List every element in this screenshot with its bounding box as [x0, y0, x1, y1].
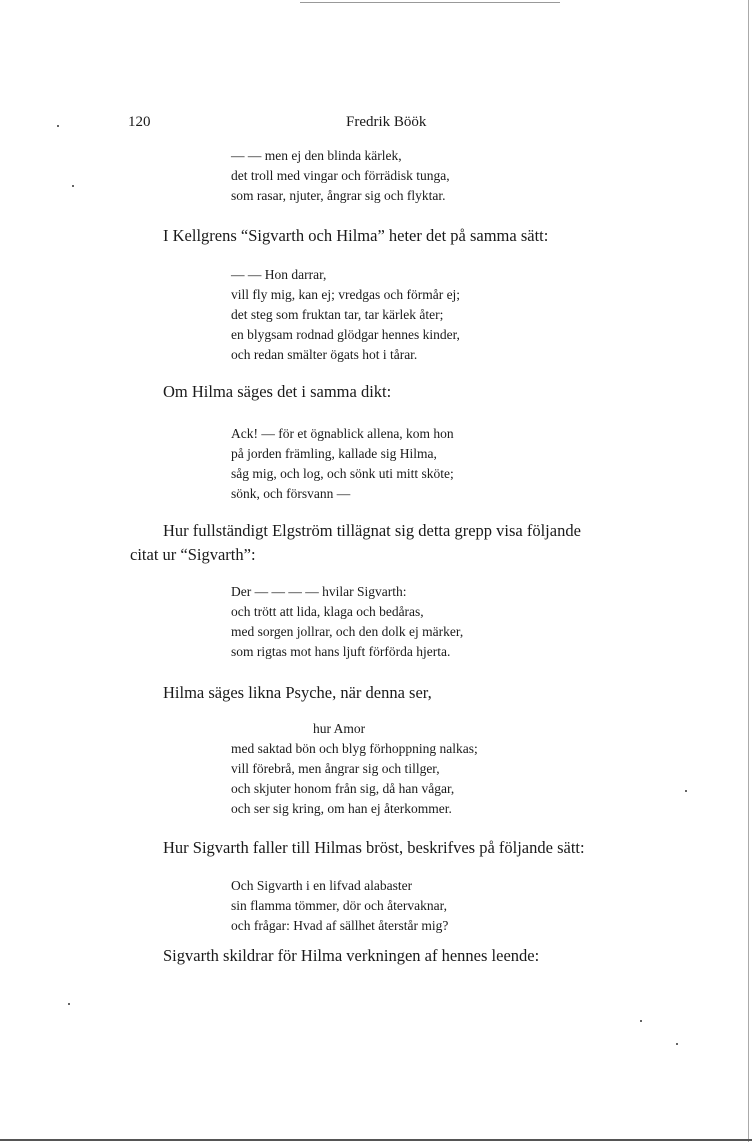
page-number: 120: [128, 114, 151, 130]
verse-line: hur Amor: [313, 721, 366, 736]
verse-quote: [231, 876, 448, 936]
verse-quote: [231, 582, 463, 662]
verse-quote: [231, 146, 450, 206]
verse-line: och frågar: Hvad af sällhet återstår mig?: [231, 918, 449, 933]
body-text-line: Hilma säges likna Psyche, när denna ser,: [163, 683, 432, 702]
verse-line: sin flamma tömmer, dör och återvaknar,: [231, 898, 447, 913]
verse-line: en blygsam rodnad glödgar hennes kinder,: [231, 327, 460, 342]
verse-line: och ser sig kring, om han ej återkommer.: [231, 801, 452, 816]
body-text-line: Hur fullständigt Elgström tillägnat sig detta grepp visa följande: [163, 521, 581, 540]
scan-speck: [68, 1003, 70, 1005]
verse-line: vill förebrå, men ångrar sig och tillger,: [231, 761, 440, 776]
verse-line: som rigtas mot hans ljuft förförda hjerta.: [231, 644, 451, 659]
verse-line: och skjuter honom från sig, då han vågar,: [231, 781, 455, 796]
verse-line: — — men ej den blinda kärlek,: [231, 148, 402, 163]
verse-line: på jorden främling, kallade sig Hilma,: [231, 446, 437, 461]
verse-line: och redan smälter ögats hot i tårar.: [231, 347, 418, 362]
verse-line: och trött att lida, klaga och bedåras,: [231, 604, 424, 619]
verse-line: som rasar, njuter, ångrar sig och flyktar.: [231, 188, 446, 203]
body-text-line: Sigvarth skildrar för Hilma verkningen af hennes leende:: [163, 946, 540, 965]
scan-edge-right: [748, 0, 749, 1142]
verse-quote: [231, 719, 478, 819]
verse-line: Och Sigvarth i en lifvad alabaster: [231, 878, 413, 893]
running-header-author: Fredrik Böök: [346, 114, 427, 130]
scan-speck: [640, 1020, 642, 1022]
verse-line: — — Hon darrar,: [231, 267, 327, 282]
body-text-line: Om Hilma säges det i samma dikt:: [163, 382, 392, 401]
scan-speck: [72, 185, 74, 187]
verse-line: sönk, och försvann —: [231, 486, 351, 501]
body-text-line: citat ur “Sigvarth”:: [130, 545, 256, 564]
scan-edge-bottom: [0, 1139, 752, 1141]
verse-quote: [231, 265, 460, 365]
verse-line: med sorgen jollrar, och den dolk ej märker,: [231, 624, 464, 639]
verse-line: vill fly mig, kan ej; vredgas och förmår ej;: [231, 287, 461, 302]
verse-line: det troll med vingar och förrädisk tunga,: [231, 168, 450, 183]
verse-line: Ack! — för et ögnablick allena, kom hon: [231, 426, 454, 441]
verse-quote: [231, 424, 454, 504]
scan-speck: [685, 790, 687, 792]
verse-line: det steg som fruktan tar, tar kärlek åter;: [231, 307, 444, 322]
scan-speck: [57, 125, 59, 127]
scan-edge-top: [300, 2, 560, 3]
body-text-line: Hur Sigvarth faller till Hilmas bröst, beskrifves på följande sätt:: [163, 838, 585, 857]
verse-line: med saktad bön och blyg förhoppning nalkas;: [231, 741, 478, 756]
body-text-line: I Kellgrens “Sigvarth och Hilma” heter det på samma sätt:: [163, 226, 549, 245]
verse-line: såg mig, och log, och sönk uti mitt sköte;: [231, 466, 454, 481]
scan-speck: [676, 1043, 678, 1045]
verse-line: Der — — — — hvilar Sigvarth:: [231, 584, 407, 599]
